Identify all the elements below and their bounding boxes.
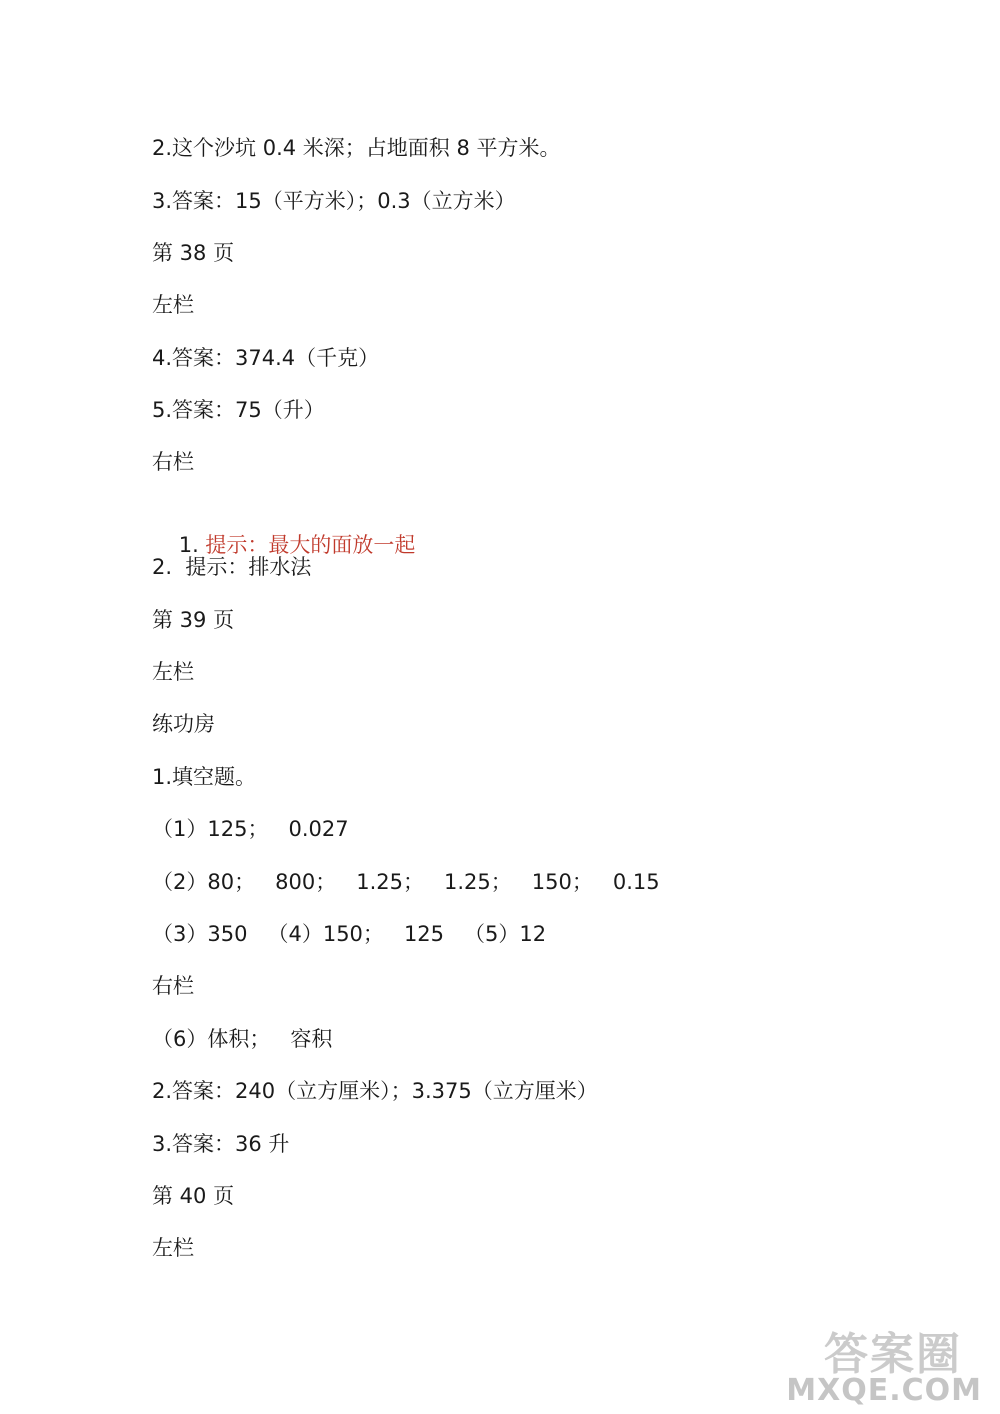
- right-column-label: 右栏: [152, 450, 194, 474]
- answer-line-5: 5.答案：75（升）: [152, 398, 325, 422]
- blank-answer-6: （6）体积； 容积: [152, 1027, 333, 1051]
- watermark-url-text: MXQE.COM: [786, 1373, 982, 1408]
- hint-text-red: 提示：最大的面放一起: [205, 533, 416, 557]
- left-column-label: 左栏: [152, 660, 194, 684]
- watermark: [712, 1318, 992, 1408]
- page-heading-38: 第 38 页: [152, 241, 235, 265]
- section-title: 练功房: [152, 712, 215, 736]
- answer-line-volume: 2.答案：240（立方厘米）；3.375（立方厘米）: [152, 1079, 598, 1103]
- left-column-label: 左栏: [152, 1236, 194, 1260]
- answer-line-4: 4.答案：374.4（千克）: [152, 346, 380, 370]
- hint-number: 1.: [178, 533, 206, 557]
- page-heading-39: 第 39 页: [152, 608, 235, 632]
- right-column-label: 右栏: [152, 974, 194, 998]
- blank-answer-1: （1）125； 0.027: [152, 817, 349, 841]
- left-column-label: 左栏: [152, 293, 194, 317]
- answer-line-3: 3.答案：15（平方米）；0.3（立方米）: [152, 189, 516, 213]
- hint-line-2: 2. 提示：排水法: [152, 555, 312, 579]
- question-fill-blank: 1.填空题。: [152, 765, 257, 789]
- watermark-logo-text: 答案圈: [824, 1329, 962, 1380]
- blank-answer-3-5: （3）350 （4）150； 125 （5）12: [152, 922, 547, 946]
- answer-line-liters: 3.答案：36 升: [152, 1132, 290, 1156]
- blank-answer-2: （2）80； 800； 1.25； 1.25； 150； 0.15: [152, 870, 660, 894]
- sandpit-answer-line: 2.这个沙坑 0.4 米深；占地面积 8 平方米。: [152, 136, 561, 160]
- page-heading-40: 第 40 页: [152, 1184, 235, 1208]
